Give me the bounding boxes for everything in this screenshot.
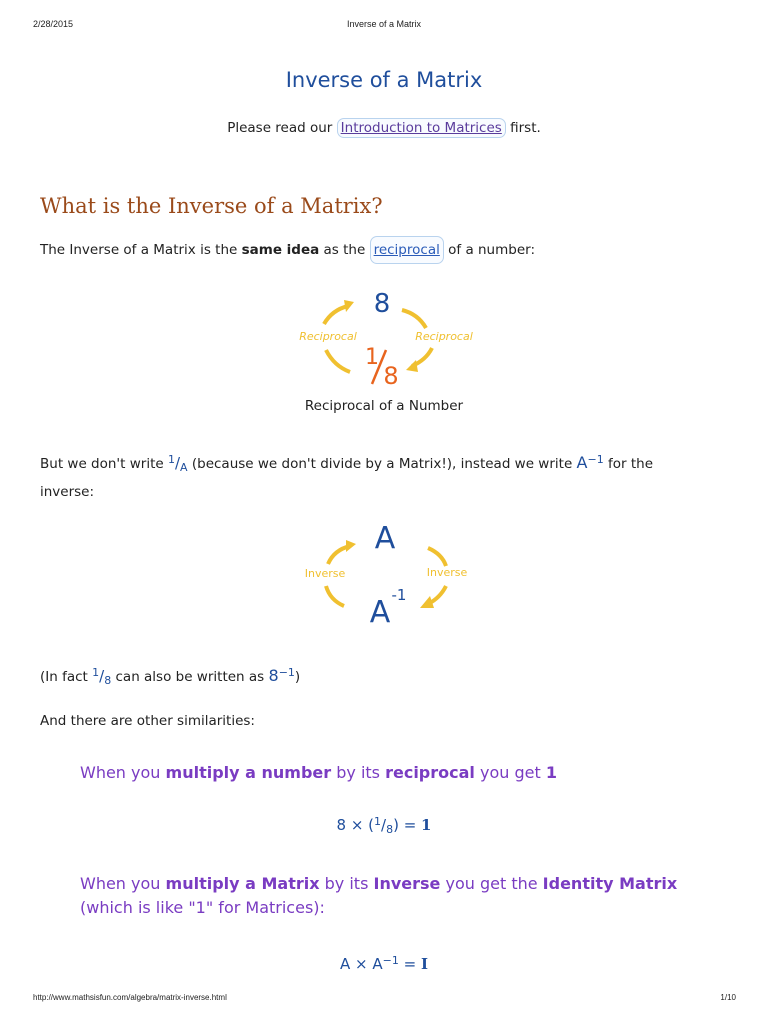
eq1-b: ) = xyxy=(393,816,422,834)
fact1-e: you get xyxy=(474,763,546,782)
diagram2-bottom-base: A xyxy=(369,595,391,628)
eq1-result: 1 xyxy=(421,816,432,834)
p2-frac-slash: / xyxy=(174,454,181,472)
p2-line2: inverse: xyxy=(40,484,95,500)
fact2-e: you get the xyxy=(440,874,543,893)
p1-middle: as the xyxy=(319,242,370,258)
eq2-result: I xyxy=(420,955,428,973)
diagram1-left-label: Reciprocal xyxy=(299,330,357,343)
p1-after: of a number: xyxy=(443,242,536,258)
fact2-line2: (which is like "1" for Matrices): xyxy=(80,898,325,917)
intro-text-after: first. xyxy=(505,120,541,136)
diagram2-right-label: Inverse xyxy=(426,566,468,579)
fact1-c: by its xyxy=(331,763,386,782)
p2-inverse-exp: −1 xyxy=(587,453,604,466)
p3-frac-den: 8 xyxy=(104,674,112,687)
p3-frac-num: 1 xyxy=(92,666,100,679)
diagram1-right-label: Reciprocal xyxy=(415,330,473,343)
paragraph-inverse-notation xyxy=(40,448,730,504)
fact2-a: When you xyxy=(80,874,166,893)
fact1-a: When you xyxy=(80,763,166,782)
fact1-f: 1 xyxy=(545,763,557,782)
equation-reciprocal xyxy=(0,815,768,836)
p3-before: (In fact xyxy=(40,669,93,685)
p1-bold: same idea xyxy=(241,242,320,258)
print-url: http://www.mathsisfun.com/algebra/matrix-inverse.html xyxy=(33,993,227,1002)
intro-text-before: Please read our xyxy=(227,120,337,136)
print-page-number: 1/10 xyxy=(720,993,736,1002)
page-title: Inverse of a Matrix xyxy=(285,68,483,92)
print-page-title: Inverse of a Matrix xyxy=(346,19,422,29)
p2-frac-den: A xyxy=(180,461,188,474)
eq1-slash: / xyxy=(381,816,387,834)
reciprocal-link[interactable]: reciprocal xyxy=(370,236,444,264)
paragraph-similarities: And there are other similarities: xyxy=(40,713,255,729)
diagram2-left-label: Inverse xyxy=(304,567,346,580)
p2-inverse-base: A xyxy=(576,453,588,472)
p1-before: The Inverse of a Matrix is the xyxy=(40,242,242,258)
fact1-d: reciprocal xyxy=(385,763,475,782)
eq1-den: 8 xyxy=(386,823,394,836)
inverse-diagram xyxy=(296,516,474,628)
reciprocal-diagram xyxy=(284,280,484,392)
fact2-b: multiply a Matrix xyxy=(165,874,320,893)
p2-before: But we don't write xyxy=(40,456,168,472)
diagram1-caption: Reciprocal of a Number xyxy=(304,398,464,414)
fact-inverse xyxy=(80,872,677,920)
diagram1-top-number: 8 xyxy=(373,289,391,319)
fact2-f: Identity Matrix xyxy=(542,874,678,893)
fact2-c: by its xyxy=(319,874,374,893)
equation-inverse xyxy=(0,954,768,973)
eq2-exp: −1 xyxy=(382,954,399,967)
introduction-to-matrices-link[interactable]: Introduction to Matrices xyxy=(337,118,506,138)
p2-middle: (because we don't divide by a Matrix!), instead we write xyxy=(187,456,577,472)
fact-reciprocal xyxy=(80,761,557,785)
eq2-a: A × A xyxy=(340,955,383,973)
diagram2-top-matrix: A xyxy=(374,521,396,556)
diagram1-fraction-numerator: 1 xyxy=(365,345,379,370)
p3-after: ) xyxy=(294,669,301,685)
fact2-d: Inverse xyxy=(373,874,441,893)
paragraph-reciprocal xyxy=(40,236,730,264)
p3-power-base: 8 xyxy=(268,666,279,685)
print-date: 2/28/2015 xyxy=(33,19,74,29)
p3-power-exp: −1 xyxy=(278,666,295,679)
intro-line xyxy=(0,118,768,138)
section-title: What is the Inverse of a Matrix? xyxy=(40,194,383,218)
p3-frac-slash: / xyxy=(99,667,105,685)
p3-middle: can also be written as xyxy=(111,669,269,685)
eq1-a: 8 × ( xyxy=(336,816,375,834)
fact1-b: multiply a number xyxy=(165,763,332,782)
diagram1-fraction-denominator: 8 xyxy=(383,362,399,390)
eq1-num: 1 xyxy=(374,815,382,828)
p2-frac-num: 1 xyxy=(167,453,175,466)
eq2-b: = xyxy=(398,955,421,973)
p2-after: for the xyxy=(603,456,654,472)
diagram2-bottom-exponent: -1 xyxy=(391,586,407,604)
paragraph-in-fact xyxy=(40,661,730,693)
